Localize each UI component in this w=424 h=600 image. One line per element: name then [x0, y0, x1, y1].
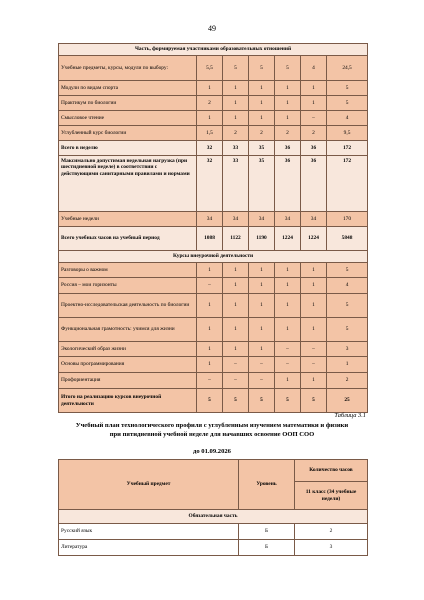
cell: 1 — [249, 96, 275, 111]
cell: 36 — [301, 141, 327, 156]
table-row — [59, 81, 368, 96]
table-title: Учебный план технологического профиля с углубленным изучением математики и физики при пятидневной учебной неделе для начавших освоение ООП СОО — [75, 422, 349, 438]
cell: 1 — [301, 294, 327, 318]
cell: 1 — [301, 318, 327, 342]
cell: 1 — [249, 81, 275, 96]
curriculum-table — [58, 43, 368, 413]
cell: 25 — [327, 389, 368, 413]
table-caption: Таблица 3.1 — [334, 412, 366, 419]
cell: 5 — [327, 318, 368, 342]
cell: 1224 — [301, 227, 327, 251]
cell: 1 — [275, 278, 301, 294]
cell: 1 — [197, 342, 223, 357]
cell: 1 — [197, 81, 223, 96]
cell: 2 — [301, 126, 327, 141]
cell: 1 — [275, 373, 301, 389]
row-label: Итого на реализацию курсов внеурочной деятельности — [59, 389, 197, 413]
cell: 4 — [327, 111, 368, 126]
cell: 4 — [301, 56, 327, 81]
cell: 5 — [327, 81, 368, 96]
cell: 1 — [249, 111, 275, 126]
cell: – — [275, 357, 301, 373]
table-row — [59, 156, 368, 212]
cell: 1 — [301, 263, 327, 278]
cell: 34 — [223, 212, 249, 227]
subject-cell: Литература — [59, 540, 239, 556]
cell: 1 — [197, 111, 223, 126]
cell: 1 — [301, 278, 327, 294]
cell: 1122 — [223, 227, 249, 251]
table-row — [59, 294, 368, 318]
cell: 1 — [223, 294, 249, 318]
cell: 1 — [301, 373, 327, 389]
table-row — [59, 524, 368, 540]
row-label: Основы программирования — [59, 357, 197, 373]
table-row — [59, 126, 368, 141]
hours-cell: 3 — [295, 540, 368, 556]
cell: – — [223, 357, 249, 373]
cell: 1 — [197, 263, 223, 278]
table-row — [59, 357, 368, 373]
cell: 34 — [249, 212, 275, 227]
cell: 2 — [275, 126, 301, 141]
cell: 5848 — [327, 227, 368, 251]
row-label: Россия – мои горизонты — [59, 278, 197, 294]
row-label: Всего учебных часов на учебный период — [59, 227, 197, 251]
cell: 32 — [197, 156, 223, 212]
row-label: Максимально допустимая недельная нагрузка (при шестидневной неделе) в соответствии с действующими санитарными правилами и нормами — [59, 156, 197, 212]
table-row — [59, 318, 368, 342]
row-label: Профориентация — [59, 373, 197, 389]
cell: 2 — [249, 126, 275, 141]
cell: 2 — [197, 96, 223, 111]
cell: – — [197, 278, 223, 294]
cell: – — [249, 357, 275, 373]
cell: 1 — [223, 81, 249, 96]
row-label: Проектно-исследовательская деятельность по биологии — [59, 294, 197, 318]
cell: – — [301, 342, 327, 357]
row-label: Модули по видам спорта — [59, 81, 197, 96]
cell: – — [197, 373, 223, 389]
cell: 2 — [223, 126, 249, 141]
cell: 1,5 — [197, 126, 223, 141]
cell: 2 — [327, 373, 368, 389]
cell: 9,5 — [327, 126, 368, 141]
cell: 1 — [327, 357, 368, 373]
cell: 1 — [275, 81, 301, 96]
cell: 1 — [223, 318, 249, 342]
cell: 36 — [275, 156, 301, 212]
cell: 1 — [223, 263, 249, 278]
cell: 1 — [249, 263, 275, 278]
cell: 5 — [301, 389, 327, 413]
cell: 34 — [301, 212, 327, 227]
cell: 1 — [223, 278, 249, 294]
cell: 5 — [327, 294, 368, 318]
cell: 1190 — [249, 227, 275, 251]
cell: 36 — [275, 141, 301, 156]
hours-cell: 2 — [295, 524, 368, 540]
row-label: Учебные недели — [59, 212, 197, 227]
cell: 32 — [197, 141, 223, 156]
cell: 1 — [275, 111, 301, 126]
cell: – — [301, 357, 327, 373]
cell: 5 — [249, 389, 275, 413]
cell: – — [249, 373, 275, 389]
cell: 5 — [275, 56, 301, 81]
row-label: Функциональная грамотность: учимся для жизни — [59, 318, 197, 342]
cell: 172 — [327, 156, 368, 212]
cell: 1 — [275, 294, 301, 318]
level-cell: Б — [239, 524, 295, 540]
header-grade: 11 класс (34 учебные недели) — [295, 482, 368, 510]
cell: 35 — [249, 141, 275, 156]
table-row — [59, 373, 368, 389]
cell: 5,5 — [197, 56, 223, 81]
cell: 33 — [223, 141, 249, 156]
cell: – — [301, 111, 327, 126]
level-cell: Б — [239, 540, 295, 556]
row-label: Учебные предметы, курсы, модули по выбору: — [59, 56, 197, 81]
cell: 170 — [327, 212, 368, 227]
cell: 5 — [327, 96, 368, 111]
cell: 1 — [197, 318, 223, 342]
cell: 1 — [275, 263, 301, 278]
cell: 1 — [275, 318, 301, 342]
row-label: Смысловое чтение — [59, 111, 197, 126]
table-row — [59, 111, 368, 126]
cell: 1 — [249, 294, 275, 318]
cell: 35 — [249, 156, 275, 212]
cell: 3 — [327, 342, 368, 357]
cell: 5 — [249, 56, 275, 81]
cell: 1 — [223, 111, 249, 126]
cell: 24,5 — [327, 56, 368, 81]
section-header: Часть, формируемая участниками образовательных отношений — [59, 44, 368, 56]
row-label: Всего в неделю — [59, 141, 197, 156]
cell: 1 — [197, 357, 223, 373]
cell: 1 — [275, 96, 301, 111]
table-row — [59, 540, 368, 556]
header-hours: Количество часов — [295, 460, 368, 482]
section-header: Обязательная часть — [59, 510, 368, 524]
profile-table — [58, 459, 368, 556]
cell: 5 — [197, 389, 223, 413]
row-label: Экологический образ жизни — [59, 342, 197, 357]
subject-cell: Русский язык — [59, 524, 239, 540]
cell: 1224 — [275, 227, 301, 251]
table-row — [59, 263, 368, 278]
table-row — [59, 56, 368, 81]
table-row — [59, 96, 368, 111]
table-row — [59, 212, 368, 227]
cell: 1 — [249, 318, 275, 342]
cell: 1 — [301, 81, 327, 96]
header-subject: Учебный предмет — [59, 460, 239, 510]
page-number: 49 — [208, 24, 216, 33]
header-level: Уровень — [239, 460, 295, 510]
cell: 172 — [327, 141, 368, 156]
row-label: Углубленный курс биологии — [59, 126, 197, 141]
cell: 1 — [223, 96, 249, 111]
section-header: Курсы внеурочной деятельности — [59, 251, 368, 263]
table-row — [59, 141, 368, 156]
cell: – — [223, 373, 249, 389]
table-title-date: до 01.09.2026 — [193, 448, 231, 455]
cell: 33 — [223, 156, 249, 212]
cell: 1 — [197, 294, 223, 318]
cell: 34 — [197, 212, 223, 227]
table-row — [59, 278, 368, 294]
cell: – — [275, 342, 301, 357]
row-label: Практикум по биологии — [59, 96, 197, 111]
cell: 5 — [223, 389, 249, 413]
row-label: Разговоры о важном — [59, 263, 197, 278]
cell: 34 — [275, 212, 301, 227]
cell: 1 — [223, 342, 249, 357]
cell: 1 — [301, 96, 327, 111]
cell: 5 — [327, 263, 368, 278]
cell: 5 — [275, 389, 301, 413]
cell: 1 — [249, 342, 275, 357]
cell: 1 — [249, 278, 275, 294]
cell: 5 — [223, 56, 249, 81]
table-row — [59, 389, 368, 413]
cell: 4 — [327, 278, 368, 294]
table-row — [59, 227, 368, 251]
table-row — [59, 342, 368, 357]
cell: 1088 — [197, 227, 223, 251]
cell: 36 — [301, 156, 327, 212]
